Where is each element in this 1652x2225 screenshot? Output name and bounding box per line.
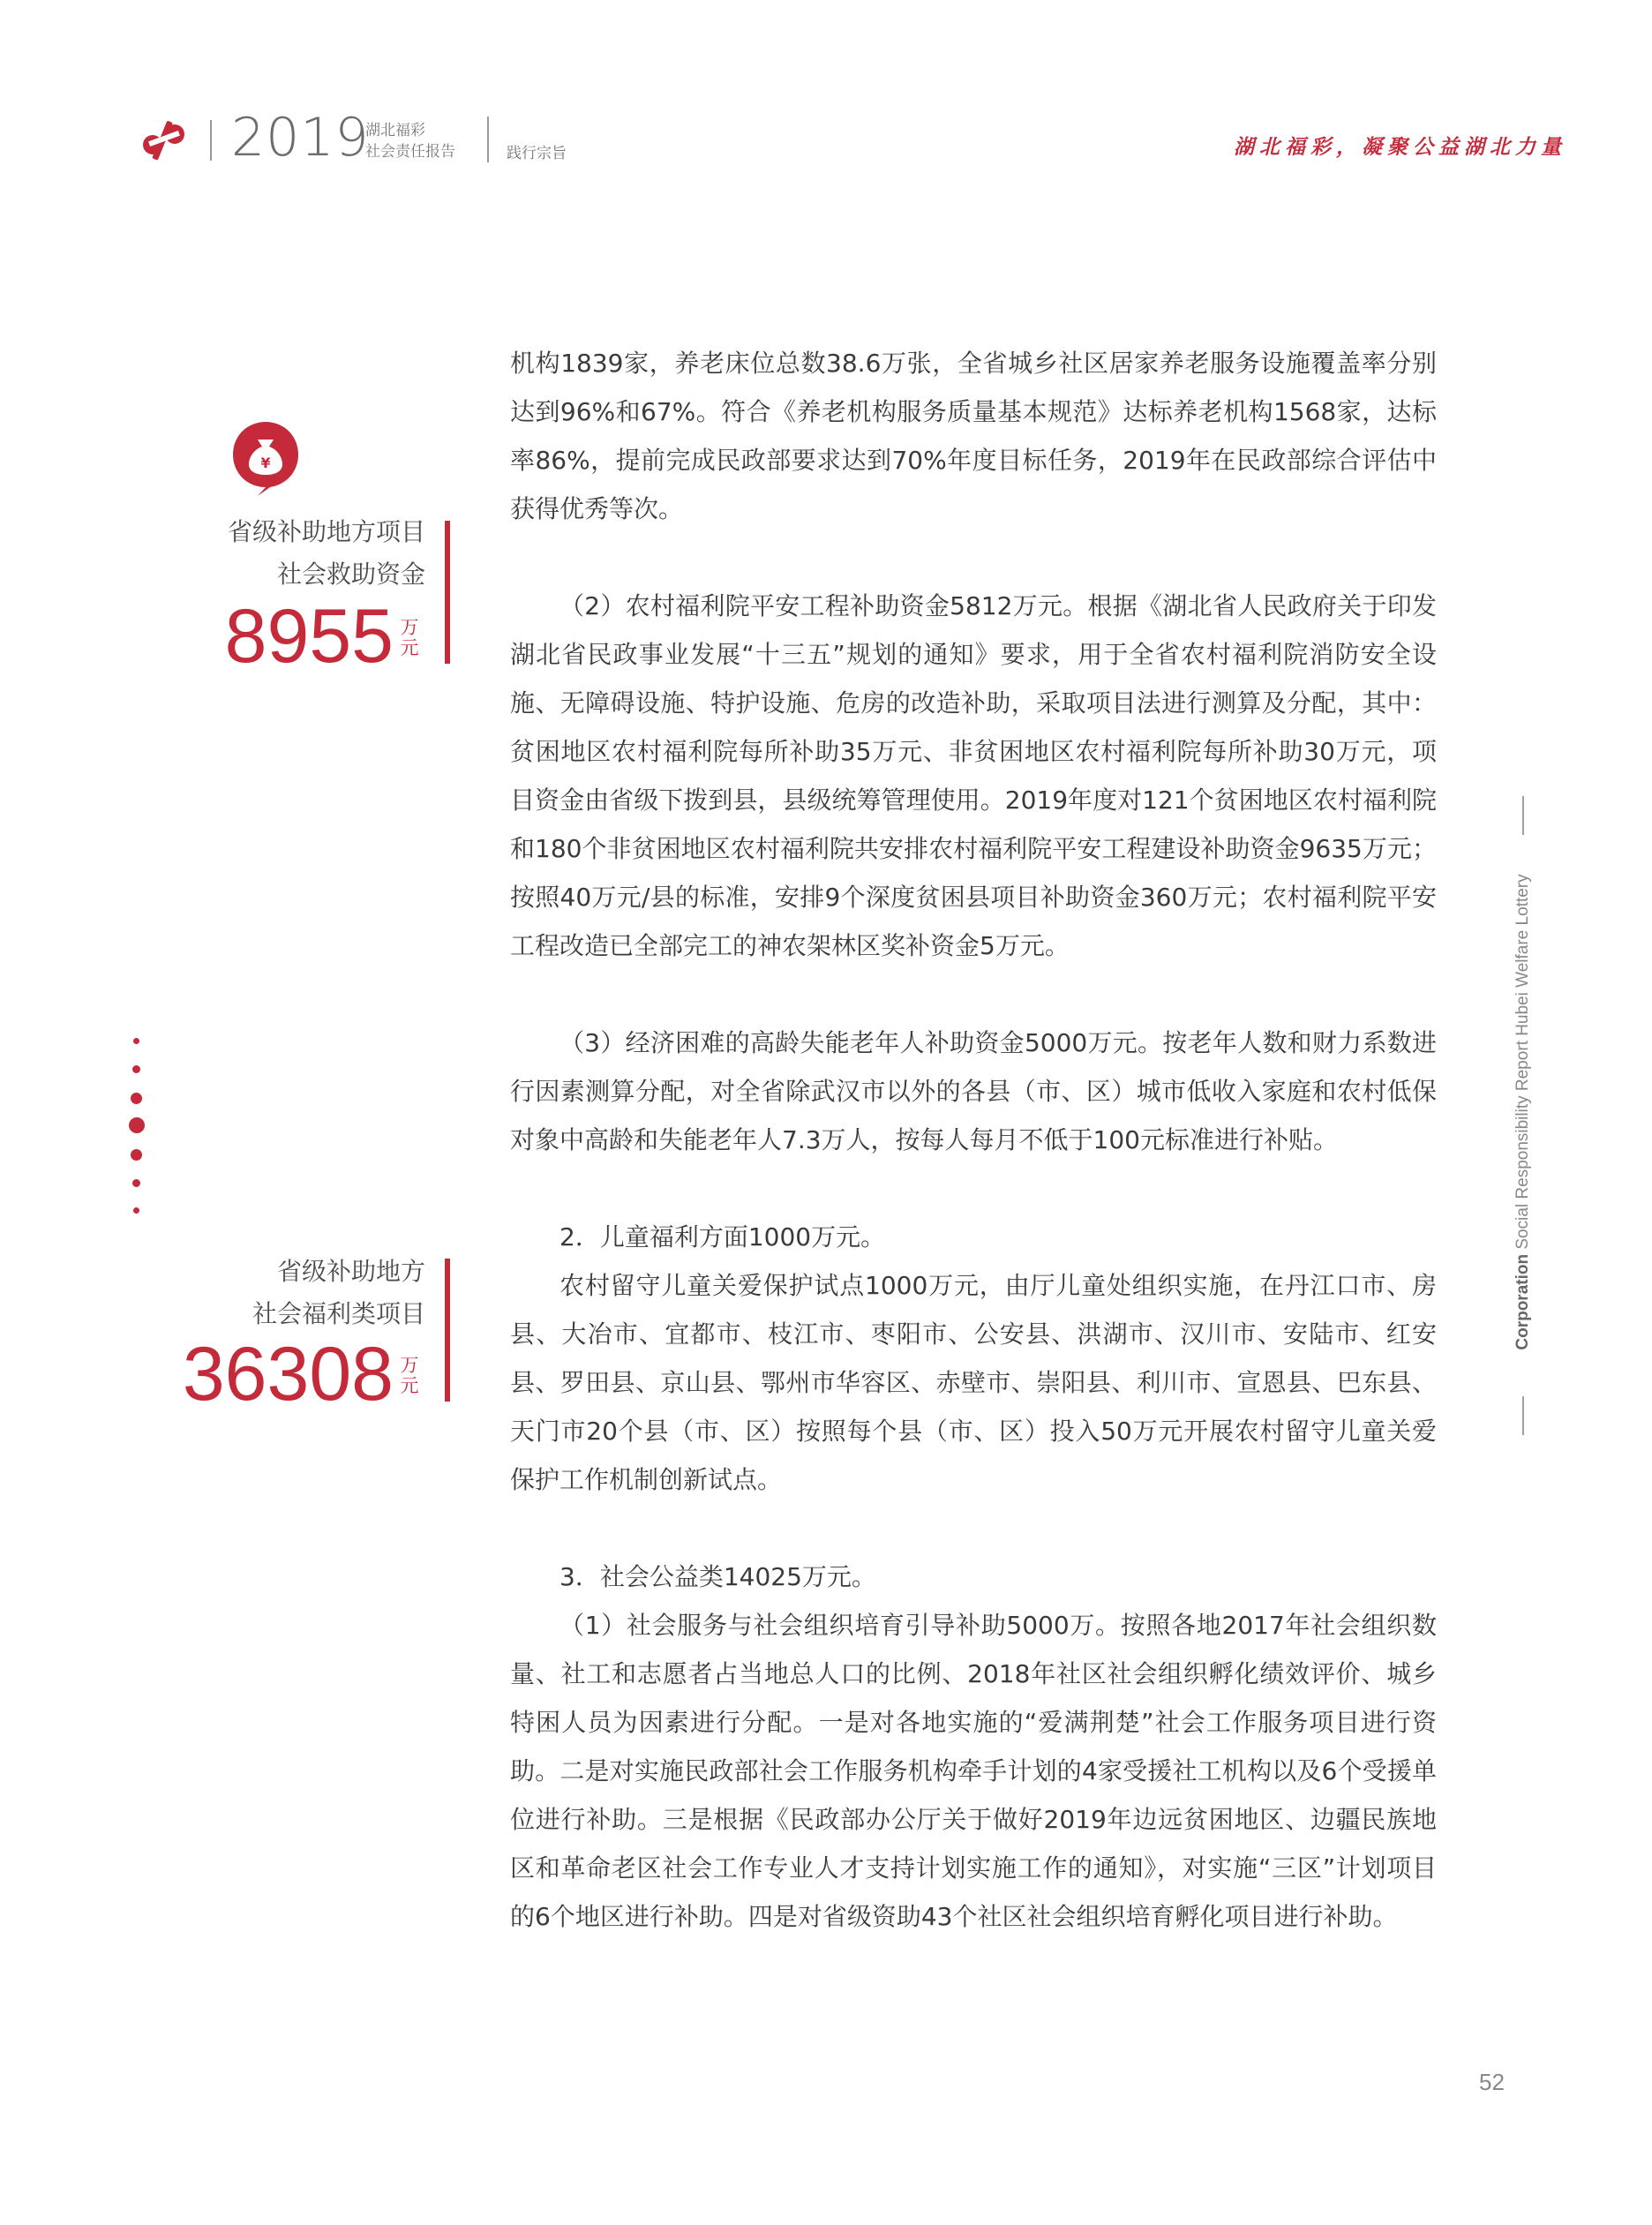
side-label-bold: Corporation [1513,1253,1532,1350]
section-heading-3: 3．社会公益类14025万元。 [559,1562,876,1591]
report-year: 2019 [231,107,370,169]
report-name-line2: 社会责任报告 [365,143,455,161]
dot [132,1065,140,1073]
stat1-accent-bar [445,521,450,664]
page-number: 52 [1479,2069,1505,2095]
section-name: 践行宗旨 [507,145,567,162]
report-name-line1: 湖北福彩 [365,122,425,139]
dot [133,1207,139,1214]
stat1-label-line2: 社会救助资金 [276,560,425,589]
stat2-unit-line2: 元 [400,1375,419,1396]
header-slogan: 湖北福彩，凝聚公益湖北力量 [1234,135,1566,159]
stat2-label-line2: 社会福利类项目 [252,1299,425,1328]
stat1-unit-line1: 万 [400,617,419,638]
body-paragraph-4: 农村留守儿童关爱保护试点1000万元，由厅儿童处组织实施，在丹江口市、房县、大冶市、宜都市、枝江市、枣阳市、公安县、洪湖市、汉川市、安陆市、红安县、罗田县、京山县、鄂州市华容区、赤壁市、崇阳县、利川市、宣恩县、巴东县、天门市20个县（市、区）按照每个县（市、区）投入50万元开展农村留守儿童关爱保护工作机制创新试点。 [510,1271,1437,1494]
body-text [510,339,1437,1941]
yuan-symbol: ¥ [260,455,271,471]
stat1-unit-line2: 元 [400,637,419,658]
dot [131,1093,142,1104]
stat2-label-line1: 省级补助地方 [276,1257,425,1286]
stat2-value: 36308 [182,1332,394,1417]
side-label-rest: Social Responsibility Report Hubei Welfare Lottery [1513,874,1532,1254]
dot [129,1117,145,1133]
dot [133,1038,139,1044]
header-separator [487,117,489,162]
stat1-label-line1: 省级补助地方项目 [227,517,425,546]
side-label [1506,794,1541,1430]
side-label-line-bottom [1522,1396,1524,1435]
stat2-unit [399,1356,420,1396]
stat1-unit [399,618,420,658]
stat1-value: 8955 [224,594,394,679]
body-paragraph-2: （2）农村福利院平安工程补助资金5812万元。根据《湖北省人民政府关于印发湖北省民政事业发展“十三五”规划的通知》要求，用于全省农村福利院消防安全设施、无障碍设施、特护设施、危房的改造补助，采取项目法进行测算及分配，其中：贫困地区农村福利院每所补助35万元、非贫困地区农村福利院每所补助30万元，项目资金由省级下拨到县，县级统筹管理使用。2019年度对121个贫困地区农村福利院和180个非贫困地区农村福利院共安排农村福利院平安工程建设补助资金9635万元；按照40万元/县的标准，安排9个深度贫困县项目补助资金360万元；农村福利院平安工程改造已全部完工的神农架林区奖补资金5万元。 [510,591,1437,960]
stat2-accent-bar [445,1259,450,1402]
body-paragraph-5: （1）社会服务与社会组织培育引导补助5000万。按照各地2017年社会组织数量、社工和志愿者占当地总人口的比例、2018年社区社会组织孵化绩效评价、城乡特困人员为因素进行分配。一是对各地实施的“爱满荆楚”社会工作服务项目进行资助。二是对实施民政部社会工作服务机构牵手计划的4家受援社工机构以及6个受援单位进行补助。三是根据《民政部办公厅关于做好2019年边远贫困地区、边疆民族地区和革命老区社会工作专业人才支持计划实施工作的通知》，对实施“三区”计划项目的6个地区进行补助。四是对省级资助43个社区社会组织培育孵化项目进行补助。 [510,1611,1437,1931]
dot [131,1149,142,1161]
stat2-unit-line1: 万 [400,1355,419,1376]
china-welfare-lottery-logo [139,117,189,162]
dot [132,1179,140,1187]
section-heading-2: 2．儿童福利方面1000万元。 [559,1222,886,1252]
money-bag-icon [231,420,300,496]
body-paragraph-3: （3）经济困难的高龄失能老年人补助资金5000万元。按老年人数和财力系数进行因素测算分配，对全省除武汉市以外的各县（市、区）城市低收入家庭和农村低保对象中高龄和失能老年人7.3万人，按每人每月不低于100元标准进行补贴。 [510,1028,1437,1154]
body-paragraph-1: 机构1839家，养老床位总数38.6万张，全省城乡社区居家养老服务设施覆盖率分别达到96%和67%。符合《养老机构服务质量基本规范》达标养老机构1568家，达标率86%，提前完成民政部要求达到70%年度目标任务，2019年在民政部综合评估中获得优秀等次。 [510,349,1437,523]
header-separator [210,120,212,161]
